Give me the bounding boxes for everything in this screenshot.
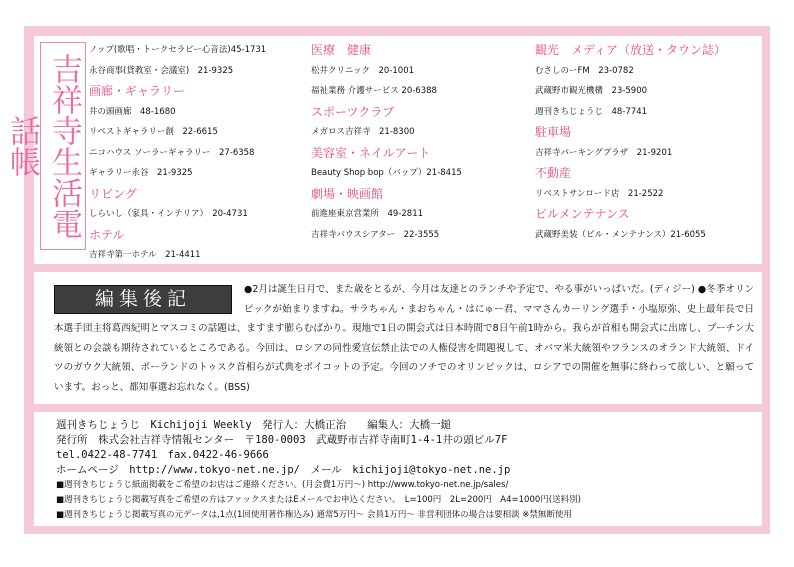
colophon-web: ホームページ http://www.tokyo-net.ne.jp/ メール kichijoji@tokyo-net.ne.jp <box>56 464 511 476</box>
colophon-note-data: ■週刊きちじょうじ掲載写真の元データは,1点(1回使用著作権込み) 通常5万円～ 会員1万円～ 非営利団体の場合は要相談 ※禁無断使用 <box>56 510 572 520</box>
directory-entry: 吉祥寺パーキングプラザ 21-9201 <box>535 147 673 158</box>
directory-entry: 武蔵野美装（ビル・メンテナンス）21-6055 <box>535 229 706 240</box>
directory-entry: 前進座東京営業所 49-2811 <box>311 209 424 219</box>
directory-category: 観光 メディア（放送・タウン誌） <box>535 43 727 57</box>
directory-entry: ノップ(歌唱・トークセラピー心音法)45-1731 <box>89 45 267 55</box>
directory-entry: 井の頭画廊 48-1680 <box>89 106 176 117</box>
editor-note-paragraph-2: ●冬季オリンピックが始まりますね。サラちゃん・まおちゃん・はにゅー君、ママさんカーリング選手・小塩原弥、史上最年長で日本選手団主将葛西紀明とマスコミの話題は、ますます膨らむばかり。現地で1日の開会式は日本時間で8日午前1時から。我らが首相も開会式に出席し、プーチン大統領との会談も期待されているところである。今回は、ロシアの同性愛宣伝禁止法での人権侵害を問題視して、オバマ米大統領やフランスのオランド大統領、ドイツのガウク大統領、ポーランドのトゥスク首相らが式典をボイコットの予定。今回のソチでのオリンピックは、ロシアでの開催を無事に終わって欲しい、と願っています。おっと、都知事選お忘れなく。(BSS) <box>54 284 754 393</box>
directory-column-3 <box>535 40 761 245</box>
directory-entry: むさしのーFM 23-0782 <box>535 65 634 76</box>
directory-entry: リベストサンロード店 21-2522 <box>535 188 664 199</box>
directory-entry: しらいし（家具・インテリア） 20-4731 <box>89 209 248 219</box>
directory-category: ビルメンテナンス <box>535 207 630 221</box>
editor-note-paragraph-1: ●2月は誕生日月で、また歳をとるが、今月は友達とのランチや予定で、やる事がいっぱいだ。(ディジー) <box>244 284 695 295</box>
directory-entry: 永谷商事(貸教室・会議室) 21-9325 <box>89 65 234 76</box>
directory-category: 不動産 <box>535 166 572 180</box>
colophon-note-listing: ■週刊きちじょうじ紙面掲載をご希望のお店はご連絡ください。(月会費1万円～) http://www.tokyo-net.ne.jp/sales/ <box>56 480 509 490</box>
editor-note-label: 編集後記 <box>54 285 232 314</box>
directory-category: 美容室・ネイルアート <box>311 145 431 160</box>
colophon-panel <box>34 412 762 526</box>
directory-category: 医療 健康 <box>311 43 372 57</box>
colophon-phone: tel.0422-48-7741 fax.0422-46-9666 <box>56 449 269 461</box>
directory-entry: 週刊きちじょうじ 48-7741 <box>535 106 648 117</box>
directory-entry: ギャラリー永谷 21-9325 <box>89 168 193 178</box>
directory-panel <box>4 36 762 264</box>
directory-title: 吉祥寺生活電話帳 <box>40 42 86 250</box>
directory-entry: ニコハウス ソーラーギャラリー 27-6358 <box>89 147 255 158</box>
newsletter-back-page <box>4 26 770 534</box>
directory-entry: メガロス吉祥寺 21-8300 <box>311 127 415 137</box>
directory-category: 画廊・ギャラリー <box>89 84 186 98</box>
directory-column-2 <box>311 40 527 245</box>
colophon-lines <box>56 418 756 523</box>
directory-category: スポーツクラブ <box>311 104 395 119</box>
directory-category: ホテル <box>89 227 125 242</box>
colophon-publisher: 週刊きちじょうじ Kichijoji Weekly 発行人：大橋正治 編集人：大橋一鎚 <box>56 419 452 431</box>
directory-entry: 福祉業務 介護サービス 20-6388 <box>311 86 437 96</box>
directory-entry: 松井クリニック 20-1001 <box>311 65 415 76</box>
directory-column-1 <box>89 40 307 266</box>
directory-category: 駐車場 <box>535 125 572 139</box>
directory-category: 劇場・映画館 <box>311 186 384 201</box>
directory-entry: 吉祥寺バウスシアター 22-3555 <box>311 229 440 240</box>
editor-note-panel <box>34 272 762 404</box>
directory-entry: Beauty Shop bop（バップ）21-8415 <box>311 168 462 178</box>
colophon-note-photos: ■週刊きちじょうじ掲載写真をご希望の方はファックスまたはEメールでお申込ください。 L=100円 2L=200円 A4=1000円(送料別) <box>56 495 581 505</box>
directory-category: リビング <box>89 186 137 201</box>
directory-entry: 武蔵野市観光機構 23-5900 <box>535 86 648 96</box>
directory-entry: 吉祥寺第一ホテル 21-4411 <box>89 250 201 260</box>
directory-entry: リベストギャラリー創 22-6615 <box>89 127 218 137</box>
colophon-address: 発行所 株式会社吉祥寺情報センター 〒180-0003 武蔵野市吉祥寺南町1-4-1井の頭ビル7F <box>56 434 508 446</box>
